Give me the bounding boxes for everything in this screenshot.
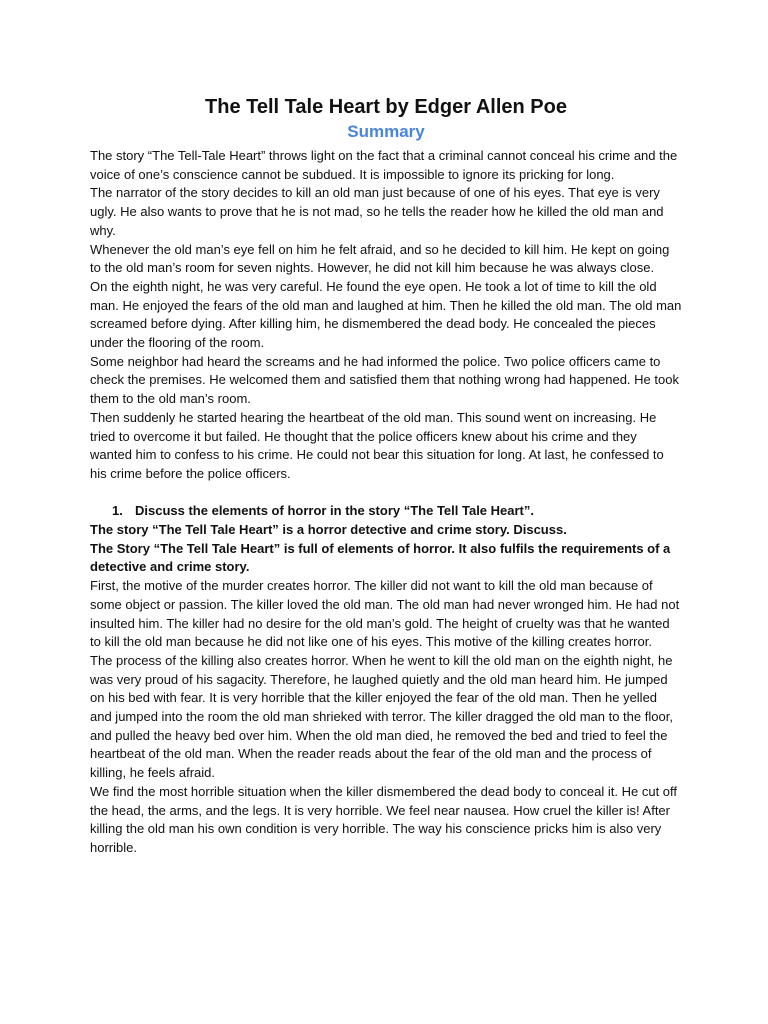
question-number: 1.	[112, 503, 123, 519]
summary-paragraph: On the eighth night, he was very careful. He found the eye open. He took a lot of time to kill the old man. He enjoyed the fears of the old man and laughed at him. Then he killed the old man. The old man screamed before dying. After killing him, he dismembered the dead body. He concealed the pieces under the flooring of the room.	[90, 278, 682, 351]
answer-paragraph: We find the most horrible situation when the killer dismembered the dead body to conceal it. He cut off the head, the arms, and the legs. It is very horrible. We feel near nausea. How cruel the killer is! After killing the old man his own condition is very horrible. The way his conscience pricks him is also very horrible.	[90, 783, 678, 855]
summary-heading: Summary	[347, 122, 425, 141]
question-item	[90, 502, 682, 521]
document-title: The Tell Tale Heart by Edger Allen Poe	[205, 96, 567, 118]
summary-paragraph: Whenever the old man’s eye fell on him he felt afraid, and so he decided to kill him. He kept on going to the old man’s room for seven nights. However, he did not kill him because he was always close.	[90, 241, 670, 276]
answer-paragraph: First, the motive of the murder creates horror. The killer did not want to kill the old man because of some object or passion. The killer loved the old man. The old man had never wronged him. He had not insulted him. The killer had no desire for the old man’s gold. The height of cruelty was that he wanted to kill the old man because he did not like one of his eyes. This motive of the killing creates horror.	[90, 578, 680, 650]
answer-paragraph: The process of the killing also creates horror. When he went to kill the old man on the eighth night, he was very proud of his sagacity. Therefore, he laughed quietly and the old man heard him. He jumped on his bed with fear. It is very horrible that the killer enjoyed the fear of the old man. Then he yelled and jumped into the room the old man shrieked with terror. The killer dragged the old man to the floor, and pulled the heavy bed over him. When the old man died, he removed the bed and tried to feel the heartbeat of the old man. When the reader reads about the fear of the old man and the process of killing, he feels afraid.	[90, 652, 673, 781]
summary-paragraph: The story “The Tell-Tale Heart” throws light on the fact that a criminal cannot conceal his crime and the voice of one’s conscience cannot be subdued. It is impossible to ignore its pricking for long.	[90, 148, 678, 182]
bold-statement: The Story “The Tell Tale Heart” is full of elements of horror. It also fulfils the requirements of a detective and crime story.	[90, 540, 671, 575]
document-page	[90, 94, 682, 858]
spacer	[90, 484, 682, 503]
summary-paragraph: Then suddenly he started hearing the heartbeat of the old man. This sound went on increasing. He tried to overcome it but failed. He thought that the police officers knew about his crime and they wanted him to confess to his crime. He could not bear this situation for long. At last, he confessed to his crime before the police officers.	[90, 409, 664, 481]
summary-paragraph: The narrator of the story decides to kill an old man just because of one of his eyes. That eye is very ugly. He also wants to prove that he is not mad, so he tells the reader how he killed the old man and why.	[90, 185, 664, 238]
summary-paragraph: Some neighbor had heard the screams and he had informed the police. Two police officers came to check the premises. He welcomed them and satisfied them that nothing wrong had happened. He took them to the old man’s room.	[90, 353, 679, 407]
question-text: Discuss the elements of horror in the story “The Tell Tale Heart”.	[135, 503, 535, 519]
bold-statement: The story “The Tell Tale Heart” is a horror detective and crime story. Discuss.	[90, 522, 567, 538]
